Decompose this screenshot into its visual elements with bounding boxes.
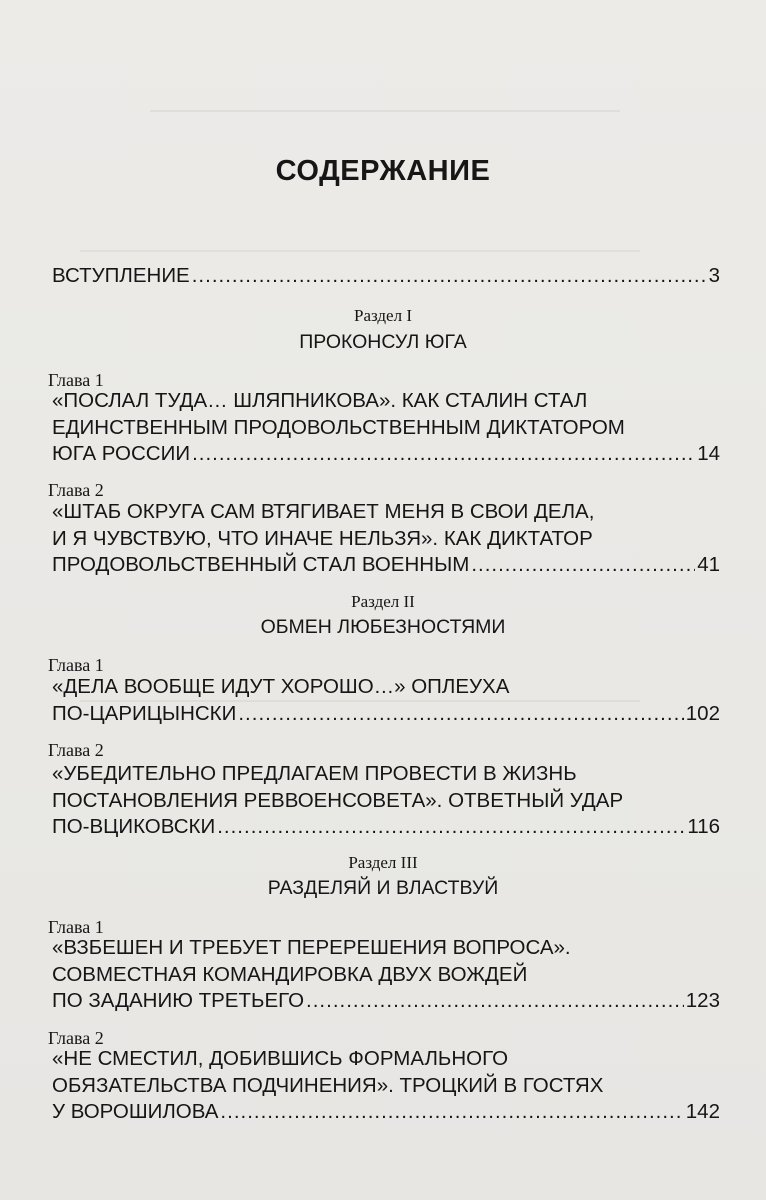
chapter-title-line: «НЕ СМЕСТИЛ, ДОБИВШИСЬ ФОРМАЛЬНОГО [52, 1047, 509, 1070]
chapter-title-line: ЮГА РОССИИ [52, 442, 191, 465]
chapter-title-line: «УБЕДИТЕЛЬНО ПРЕДЛАГАЕМ ПРОВЕСТИ В ЖИЗНЬ [52, 762, 577, 785]
chapter-title-line: «ШТАБ ОКРУГА САМ ВТЯГИВАЕТ МЕНЯ В СВОИ ДЕЛА, [52, 500, 595, 523]
section-label: Раздел III [348, 853, 418, 872]
chapter-label: Глава 2 [48, 740, 104, 760]
chapter-label: Глава 1 [48, 370, 104, 390]
chapter-title-line: ПОСТАНОВЛЕНИЯ РЕВВОЕНСОВЕТА». ОТВЕТНЫЙ УДАР [52, 788, 624, 812]
toc-entry-chapter [52, 388, 720, 468]
leader-dots [238, 701, 683, 728]
leader-dots [471, 552, 695, 579]
toc-entry-chapter [52, 1046, 720, 1126]
chapter-title-line: ПО ЗАДАНИЮ ТРЕТЬЕГО [52, 989, 305, 1012]
page-title: СОДЕРЖАНИЕ [275, 155, 491, 187]
chapter-title-line: ПО-ЦАРИЦЫНСКИ [52, 701, 237, 725]
section-title: ПРОКОНСУЛ ЮГА [299, 331, 467, 353]
toc-page-number: 123 [685, 989, 720, 1012]
leader-dots [306, 988, 684, 1015]
leader-dots [220, 1099, 683, 1126]
chapter-title-line: ПРОДОВОЛЬСТВЕННЫЙ СТАЛ ВОЕННЫМ [52, 553, 470, 576]
toc-page-number: 116 [687, 815, 720, 838]
section-title: РАЗДЕЛЯЙ И ВЛАСТВУЙ [267, 877, 499, 899]
toc-page-number: 14 [697, 442, 720, 465]
toc-page-number: 41 [697, 553, 720, 576]
toc-entry-intro [52, 263, 720, 290]
chapter-title-line: СОВМЕСТНАЯ КОМАНДИРОВКА ДВУХ ВОЖДЕЙ [52, 962, 528, 986]
chapter-title-line: «ВЗБЕШЕН И ТРЕБУЕТ ПЕРЕРЕШЕНИЯ ВОПРОСА». [52, 936, 571, 959]
toc-entry-label: ВСТУПЛЕНИЕ [52, 264, 190, 287]
toc-entry-chapter [52, 935, 720, 1015]
bleed-through-text [150, 110, 620, 126]
toc-entry-chapter [52, 674, 720, 727]
leader-dots [192, 441, 695, 468]
chapter-label: Глава 1 [48, 917, 104, 937]
section-label: Раздел I [354, 306, 412, 325]
leader-dots [192, 263, 707, 290]
chapter-title-line: И Я ЧУВСТВУЮ, ЧТО ИНАЧЕ НЕЛЬЗЯ». КАК ДИКТАТОР [52, 526, 593, 550]
chapter-title-line: «ДЕЛА ВООБЩЕ ИДУТ ХОРОШО…» ОПЛЕУХА [52, 675, 510, 698]
chapter-label: Глава 1 [48, 655, 104, 675]
chapter-title-line: «ПОСЛАЛ ТУДА… ШЛЯПНИКОВА». КАК СТАЛИН СТАЛ [52, 389, 588, 412]
chapter-title-line: ЕДИНСТВЕННЫМ ПРОДОВОЛЬСТВЕННЫМ ДИКТАТОРОМ [52, 415, 625, 439]
toc-entry-chapter [52, 499, 720, 579]
leader-dots [217, 814, 685, 841]
toc-entry-chapter [52, 761, 720, 841]
toc-page-number: 3 [708, 264, 720, 287]
section-label: Раздел II [351, 592, 415, 611]
chapter-label: Глава 2 [48, 480, 104, 500]
chapter-title-line: ОБЯЗАТЕЛЬСТВА ПОДЧИНЕНИЯ». ТРОЦКИЙ В ГОСТЯХ [52, 1073, 604, 1097]
chapter-title-line: ПО-ВЦИКОВСКИ [52, 815, 216, 838]
section-title: ОБМЕН ЛЮБЕЗНОСТЯМИ [260, 616, 506, 638]
chapter-title-line: У ВОРОШИЛОВА [52, 1100, 219, 1123]
toc-page-number: 102 [685, 701, 720, 725]
toc-page-number: 142 [685, 1100, 720, 1123]
chapter-label: Глава 2 [48, 1028, 104, 1048]
